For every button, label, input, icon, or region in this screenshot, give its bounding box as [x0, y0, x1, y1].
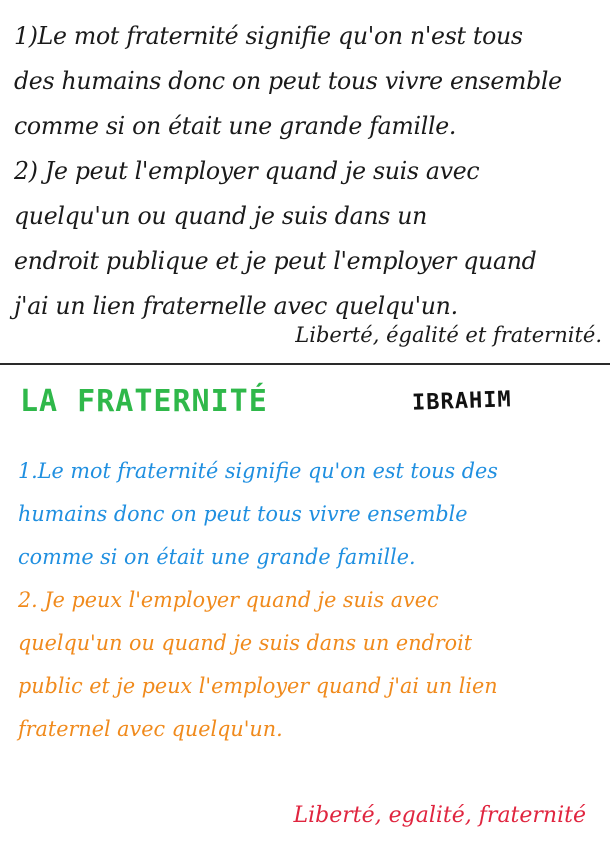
motto: Liberté, egalité, fraternité — [293, 803, 586, 828]
handwritten-line: comme si on était une grande famille. — [14, 112, 457, 140]
paragraph-line: fraternel avec quelqu'un. — [18, 717, 283, 741]
author-name: IBRAHIM — [411, 387, 513, 416]
handwritten-line: 1)Le mot fraternité signifie qu'on n'est tous — [14, 22, 523, 50]
handwritten-line: endroit publique et je peut l'employer quand — [14, 247, 537, 275]
handwritten-line: des humains donc on peut tous vivre ensemble — [14, 67, 562, 95]
paragraph-line: comme si on était une grande famille. — [18, 545, 416, 569]
paragraph-1 — [18, 450, 604, 579]
handwritten-line: 2) Je peut l'employer quand je suis avec — [14, 157, 480, 185]
paragraph-line: quelqu'un ou quand je suis dans un endroit — [18, 631, 473, 655]
paragraph-line: public et je peux l'employer quand j'ai un lien — [18, 674, 498, 698]
handwritten-text — [14, 14, 604, 329]
handwritten-line: quelqu'un ou quand je suis dans un — [14, 202, 428, 230]
page-title: LA FRATERNITÉ — [20, 384, 268, 419]
handwritten-motto: Liberté, égalité et fraternité. — [295, 323, 602, 347]
handwritten-line: j'ai un lien fraternelle avec quelqu'un. — [14, 292, 458, 320]
section-divider — [0, 363, 610, 365]
paragraph-2 — [18, 579, 604, 751]
paragraph-line: humains donc on peut tous vivre ensemble — [18, 502, 468, 526]
paragraph-line: 1.Le mot fraternité signifie qu'on est tous des — [18, 459, 498, 483]
paragraph-line: 2. Je peux l'employer quand je suis avec — [18, 588, 439, 612]
